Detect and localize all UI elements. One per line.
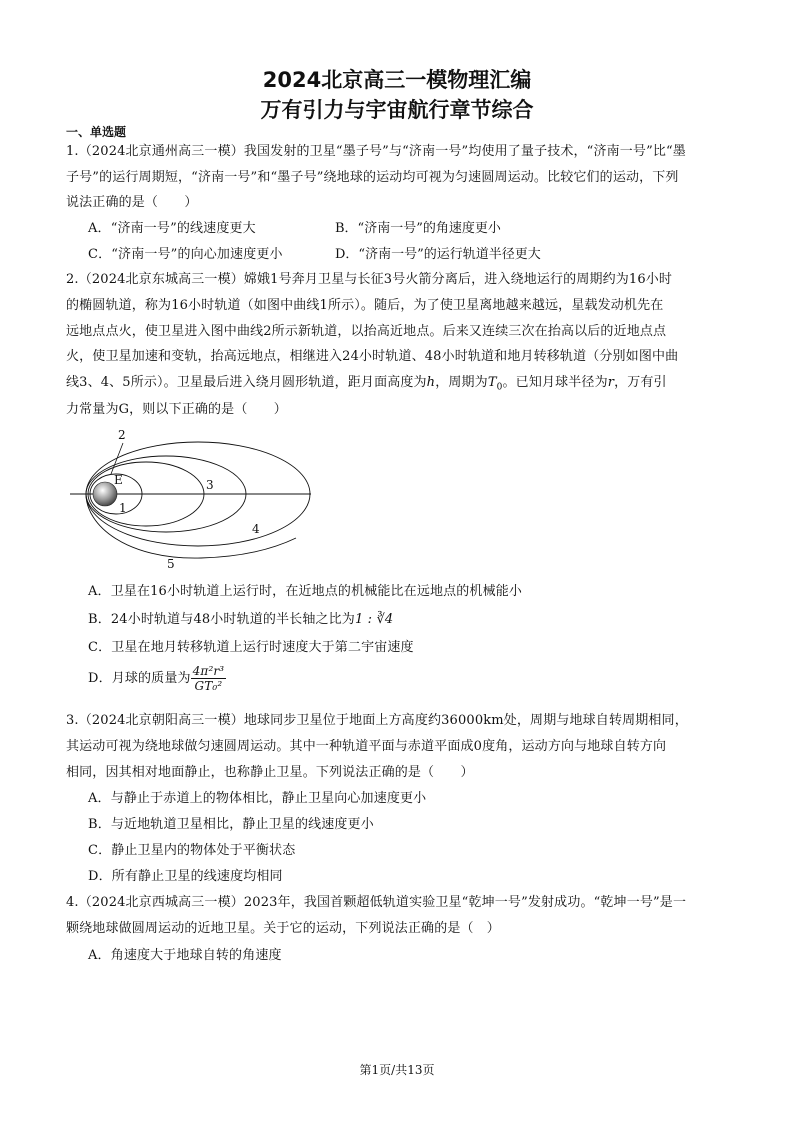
period-subscript: 0	[496, 382, 503, 393]
q3-stem-line-2: 其运动可视为绕地球做匀速圆周运动。其中一种轨道平面与赤道平面成0度角，运动方向与地球自转方向	[66, 739, 667, 754]
q2-stem-line-2: 的椭圆轨道，称为16小时轨道（如图中曲线1所示）。随后，为了使卫星离地越来越远，星载发动机先在	[66, 298, 664, 313]
label-orbit-2: 2	[118, 428, 126, 442]
q4-stem-line-1: 4.（2024北京西城高三一模）2023年，我国首颗超低轨道实验卫星“乾坤一号”发射成功。“乾坤一号”是一	[66, 895, 687, 910]
section-heading: 一、单选题	[66, 125, 127, 139]
label-earth: E	[114, 473, 123, 487]
radius-symbol: r	[607, 375, 615, 390]
moon-mass-fraction	[191, 664, 227, 693]
q3-option-a: A．与静止于赤道上的物体相比，静止卫星向心加速度更小	[88, 791, 427, 806]
height-symbol: h	[426, 375, 436, 390]
q2-radius-text: 。已知月球半径为	[502, 375, 608, 390]
q1-stem-line-1: 1.（2024北京通州高三一模）我国发射的卫星“墨子号”与“济南一号”均使用了量子技术，“济南一号”比“墨	[66, 144, 686, 159]
q3-option-c: C．静止卫星内的物体处于平衡状态	[88, 843, 296, 858]
fraction-numerator: 4π²r³	[192, 664, 225, 678]
q1-option-b: B．“济南一号”的角速度更小	[335, 221, 501, 236]
document-subtitle: 万有引力与宇宙航行章节综合	[260, 98, 534, 122]
q2-stem-line-5-text: 线3、4、5所示）。卫星最后进入绕月圆形轨道，距月面高度为	[66, 375, 427, 390]
label-orbit-1: 1	[119, 501, 127, 515]
q4-option-a: A．角速度大于地球自转的角速度	[88, 948, 282, 963]
q2-option-a: A．卫星在16小时轨道上运行时，在近地点的机械能比在远地点的机械能小	[88, 584, 523, 599]
q2-option-b	[88, 608, 393, 627]
axis-ratio: 1 : ∛4	[354, 612, 394, 627]
q3-stem-line-3: 相同，因其相对地面静止，也称静止卫星。下列说法正确的是（ ）	[66, 765, 474, 780]
label-2-leader	[111, 443, 123, 474]
fraction-denominator: GT₀²	[194, 679, 223, 693]
label-orbit-4: 4	[252, 522, 260, 536]
page-footer: 第1页/共13页	[359, 1063, 435, 1077]
orbit-diagram	[66, 420, 326, 575]
q2-option-c: C．卫星在地月转移轨道上运行时速度大于第二宇宙速度	[88, 640, 414, 655]
q2-stem-line-5	[66, 371, 667, 393]
q2-stem-line-6: 力常量为G，则以下正确的是（ ）	[66, 402, 287, 417]
q3-stem-line-1: 3.（2024北京朝阳高三一模）地球同步卫星位于地面上方高度约36000km处，周期与地球自转周期相同，	[66, 713, 688, 728]
q1-option-a: A．“济南一号”的线速度更大	[88, 221, 256, 236]
q3-option-b: B．与近地轨道卫星相比，静止卫星的线速度更小	[88, 817, 374, 832]
q2-line-5-tail: ，万有引	[614, 375, 667, 390]
q2-option-d-text: D．月球的质量为	[88, 671, 191, 686]
q4-stem-line-2: 颗绕地球做圆周运动的近地卫星。关于它的运动，下列说法正确的是（ ）	[66, 921, 500, 936]
period-symbol: T	[487, 375, 497, 390]
q2-option-b-text: B．24小时轨道与48小时轨道的半长轴之比为	[88, 612, 355, 627]
q1-stem-line-3: 说法正确的是（ ）	[66, 195, 198, 210]
label-orbit-3: 3	[206, 478, 214, 492]
document-title: 2024北京高三一模物理汇编	[262, 68, 532, 92]
q2-period-text: ，周期为	[435, 375, 488, 390]
q1-option-c: C．“济南一号”的向心加速度更小	[88, 247, 283, 262]
q2-stem-line-4: 火，使卫星加速和变轨，抬高远地点，相继进入24小时轨道、48小时轨道和地月转移轨道（分别如图中曲	[66, 349, 679, 364]
q2-stem-line-1: 2.（2024北京东城高三一模）嫦娥1号奔月卫星与长征3号火箭分离后，进入绕地运行的周期约为16小时	[66, 272, 673, 287]
label-orbit-5: 5	[167, 557, 175, 571]
q1-option-d: D．“济南一号”的运行轨道半径更大	[335, 247, 541, 262]
q2-stem-line-3: 远地点点火，使卫星进入图中曲线2所示新轨道，以抬高近地点。后来又连续三次在抬高以后的近地点点	[66, 324, 667, 339]
orbit-5	[86, 494, 296, 558]
q1-stem-line-2: 子号”的运行周期短，“济南一号”和“墨子号”绕地球的运动均可视为匀速圆周运动。比较它们的运动，下列	[66, 170, 679, 185]
q2-option-d	[88, 664, 226, 693]
q3-option-d: D．所有静止卫星的线速度均相同	[88, 869, 283, 884]
